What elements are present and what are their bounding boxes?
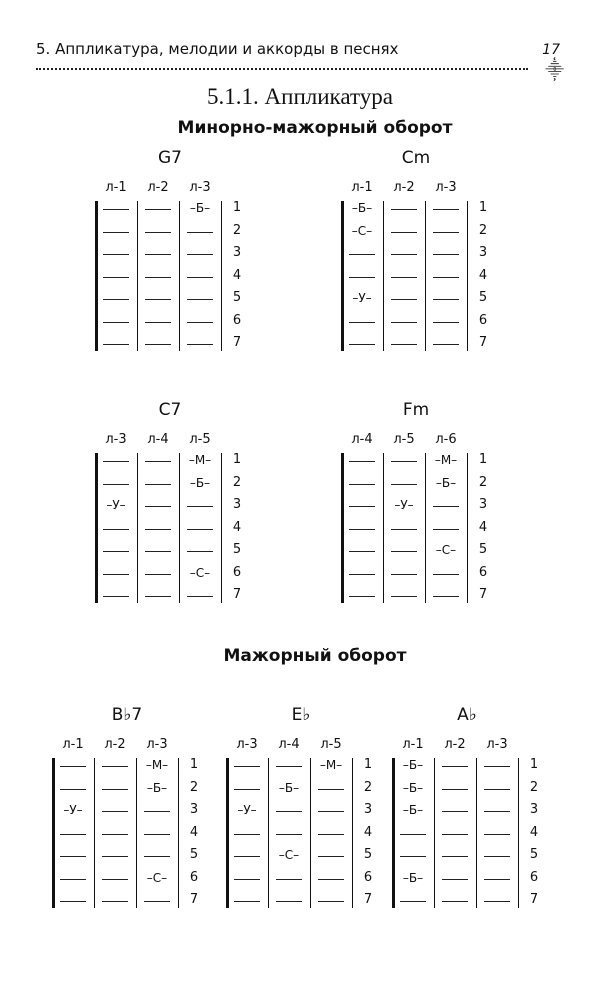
fret-dash	[429, 267, 463, 285]
fret-number: 4	[478, 267, 488, 283]
fret-number: 4	[478, 519, 488, 535]
fret-dash	[438, 869, 472, 887]
fret-number: 7	[478, 587, 488, 602]
string-line	[434, 758, 435, 908]
string-line	[52, 758, 55, 908]
fret-dash	[272, 869, 306, 887]
fret-dash	[183, 289, 217, 307]
finger-mark: –М–	[145, 758, 169, 772]
finger-mark: –У–	[63, 803, 83, 817]
fret-number: 1	[189, 757, 199, 772]
fret-dash	[230, 756, 264, 774]
string-line	[136, 758, 137, 908]
string-label: л-1	[351, 180, 373, 195]
fret-number: 3	[189, 802, 199, 817]
chord-name: E♭	[291, 705, 311, 725]
string-label: л-5	[189, 432, 211, 447]
string-line	[95, 453, 98, 603]
chord-diagram-eb	[226, 705, 386, 905]
fret-dash	[272, 801, 306, 819]
fret-dash	[396, 846, 430, 864]
fret-dash	[387, 564, 421, 582]
string-label: л-2	[393, 180, 415, 195]
fret-number: 4	[529, 824, 539, 840]
fret-dash	[387, 267, 421, 285]
fret-dash	[387, 519, 421, 537]
string-line	[467, 453, 468, 603]
fret-dash	[99, 564, 133, 582]
fret-number: 1	[232, 200, 242, 215]
string-line	[226, 758, 229, 908]
finger-mark: –С–	[351, 223, 373, 238]
fret-dash	[314, 869, 348, 887]
fret-dash	[141, 564, 175, 582]
string-line	[310, 758, 311, 908]
string-line	[518, 758, 519, 908]
fret-dash	[99, 334, 133, 352]
fret-number: 2	[232, 222, 242, 238]
chord-name: G7	[158, 148, 182, 168]
fret-dash	[183, 496, 217, 514]
running-title: 5. Аппликатура, мелодии и аккорды в песнях	[36, 40, 399, 58]
fret-number: 1	[232, 452, 242, 467]
fret-dash	[141, 451, 175, 469]
fret-dash	[387, 586, 421, 604]
fret-dash	[99, 312, 133, 330]
fret-dash	[56, 869, 90, 887]
fret-number: 3	[232, 497, 242, 512]
fret-number: 2	[529, 779, 539, 795]
fret-dash	[387, 289, 421, 307]
fret-dash	[230, 869, 264, 887]
fret-number: 7	[232, 335, 242, 350]
string-line	[341, 453, 344, 603]
fret-dash	[99, 289, 133, 307]
string-label: л-2	[147, 180, 169, 195]
group-title-major: Мажорный оборот	[223, 646, 407, 666]
fret-dash	[140, 891, 174, 909]
fret-dash	[99, 474, 133, 492]
fret-dash	[99, 451, 133, 469]
fret-dash	[230, 891, 264, 909]
fret-dash	[98, 846, 132, 864]
fret-dash	[99, 586, 133, 604]
page-header	[36, 40, 564, 81]
fret-dash	[272, 824, 306, 842]
string-label: л-6	[435, 432, 457, 447]
finger-mark: –Б–	[189, 475, 211, 490]
fret-dash	[438, 824, 472, 842]
fret-dash	[98, 869, 132, 887]
fret-dash	[387, 244, 421, 262]
finger-mark: –У–	[237, 803, 257, 817]
fret-dash	[98, 756, 132, 774]
fret-dash	[141, 334, 175, 352]
finger-mark: –Б–	[146, 780, 168, 795]
fret-dash	[98, 801, 132, 819]
fret-dash	[480, 779, 514, 797]
finger-mark: –Б–	[402, 758, 424, 772]
finger-mark: –Б–	[402, 870, 424, 885]
fret-dash	[387, 334, 421, 352]
fret-number: 2	[478, 222, 488, 238]
fret-dash	[345, 519, 379, 537]
fret-dash	[429, 289, 463, 307]
chord-diagram-g7	[95, 148, 255, 348]
finger-mark: –С–	[435, 543, 457, 557]
fret-dash	[56, 756, 90, 774]
fret-dash	[56, 891, 90, 909]
fret-number: 7	[232, 587, 242, 602]
fret-dash	[99, 199, 133, 217]
fret-dash	[99, 541, 133, 559]
finger-mark: –Б–	[278, 780, 300, 795]
fret-dash	[230, 824, 264, 842]
fret-dash	[345, 267, 379, 285]
fret-dash	[387, 541, 421, 559]
fret-number: 6	[529, 869, 539, 885]
chord-name: B♭7	[111, 705, 143, 725]
string-label: л-2	[444, 737, 466, 752]
fret-number: 1	[363, 757, 373, 772]
finger-mark: –У–	[394, 498, 414, 512]
string-line	[383, 201, 384, 351]
string-line	[341, 201, 344, 351]
fret-dash	[438, 891, 472, 909]
finger-mark: –С–	[278, 848, 300, 862]
fret-dash	[387, 451, 421, 469]
fret-number: 6	[232, 564, 242, 580]
fret-dash	[183, 312, 217, 330]
fret-dash	[345, 474, 379, 492]
finger-mark: –Б–	[435, 475, 457, 490]
fret-dash	[183, 222, 217, 240]
finger-mark: –Б–	[189, 201, 211, 215]
fret-number: 6	[232, 312, 242, 328]
fret-number: 6	[478, 564, 488, 580]
fret-dash	[230, 779, 264, 797]
fret-dash	[429, 199, 463, 217]
string-line	[137, 201, 138, 351]
fret-dash	[272, 756, 306, 774]
fret-dash	[140, 801, 174, 819]
finger-mark: –У–	[106, 498, 126, 512]
fret-dash	[314, 801, 348, 819]
chord-name: A♭	[457, 705, 477, 725]
fret-dash	[141, 312, 175, 330]
fret-dash	[480, 869, 514, 887]
fret-number: 3	[232, 245, 242, 260]
finger-mark: –У–	[352, 291, 372, 305]
finger-mark: –М–	[319, 758, 343, 772]
fret-dash	[141, 474, 175, 492]
fret-dash	[141, 496, 175, 514]
finger-mark: –Б–	[402, 803, 424, 817]
string-label: л-3	[236, 737, 258, 752]
fret-dash	[141, 222, 175, 240]
string-label: л-2	[104, 737, 126, 752]
fret-dash	[438, 846, 472, 864]
fret-number: 4	[363, 824, 373, 840]
fret-dash	[99, 267, 133, 285]
finger-mark: –М–	[188, 453, 212, 467]
fret-dash	[429, 564, 463, 582]
fret-dash	[183, 244, 217, 262]
string-line	[221, 453, 222, 603]
fret-dash	[141, 244, 175, 262]
string-label: л-3	[486, 737, 508, 752]
ornament-icon: ⸎	[545, 60, 564, 81]
string-line	[467, 201, 468, 351]
fret-number: 5	[232, 542, 242, 557]
fret-dash	[438, 756, 472, 774]
fret-dash	[98, 824, 132, 842]
fret-number: 7	[529, 892, 539, 907]
chord-diagram-cm	[341, 148, 501, 348]
fret-number: 4	[232, 267, 242, 283]
fret-dash	[140, 846, 174, 864]
string-label: л-4	[278, 737, 300, 752]
chord-diagram-ab	[392, 705, 552, 905]
fret-dash	[387, 474, 421, 492]
fret-dash	[141, 267, 175, 285]
fret-dash	[429, 312, 463, 330]
fret-dash	[99, 244, 133, 262]
fret-dash	[480, 824, 514, 842]
fret-number: 7	[189, 892, 199, 907]
fret-dash	[99, 519, 133, 537]
fret-dash	[56, 824, 90, 842]
string-label: л-4	[147, 432, 169, 447]
fret-dash	[345, 541, 379, 559]
fret-dash	[314, 824, 348, 842]
fret-dash	[438, 801, 472, 819]
fret-number: 7	[478, 335, 488, 350]
string-label: л-3	[189, 180, 211, 195]
fret-number: 5	[189, 847, 199, 862]
string-line	[383, 453, 384, 603]
finger-mark: –Б–	[351, 201, 373, 215]
fret-number: 5	[529, 847, 539, 862]
chord-diagram-fm	[341, 400, 501, 600]
fret-number: 1	[478, 200, 488, 215]
fret-dash	[98, 891, 132, 909]
chord-diagram-c7	[95, 400, 255, 600]
fret-dash	[429, 244, 463, 262]
fret-number: 6	[189, 869, 199, 885]
fret-number: 2	[232, 474, 242, 490]
fret-dash	[438, 779, 472, 797]
fret-number: 3	[529, 802, 539, 817]
fret-dash	[98, 779, 132, 797]
string-label: л-5	[393, 432, 415, 447]
finger-mark: –С–	[146, 870, 168, 885]
fret-dash	[345, 334, 379, 352]
chord-diagram-bb7	[52, 705, 212, 905]
fret-dash	[345, 586, 379, 604]
fret-number: 6	[363, 869, 373, 885]
fret-number: 1	[478, 452, 488, 467]
fret-dash	[141, 289, 175, 307]
fret-number: 4	[232, 519, 242, 535]
string-line	[425, 201, 426, 351]
string-label: л-3	[146, 737, 168, 752]
fret-number: 7	[363, 892, 373, 907]
fret-dash	[480, 801, 514, 819]
fret-dash	[141, 541, 175, 559]
string-label: л-3	[435, 180, 457, 195]
fret-dash	[345, 564, 379, 582]
fret-dash	[230, 846, 264, 864]
string-line	[178, 758, 179, 908]
fret-dash	[387, 222, 421, 240]
fret-dash	[387, 312, 421, 330]
fret-dash	[141, 199, 175, 217]
string-label: л-4	[351, 432, 373, 447]
fret-number: 6	[478, 312, 488, 328]
fret-dash	[56, 779, 90, 797]
fret-number: 5	[478, 542, 488, 557]
fret-number: 1	[529, 757, 539, 772]
fret-dash	[480, 756, 514, 774]
fret-dash	[429, 222, 463, 240]
fret-number: 2	[189, 779, 199, 795]
finger-mark: –М–	[434, 453, 458, 467]
fret-dash	[56, 846, 90, 864]
fret-number: 5	[478, 290, 488, 305]
fret-number: 5	[363, 847, 373, 862]
fret-dash	[141, 586, 175, 604]
string-label: л-5	[320, 737, 342, 752]
fret-dash	[272, 891, 306, 909]
fret-dash	[183, 267, 217, 285]
fret-dash	[314, 846, 348, 864]
fret-number: 5	[232, 290, 242, 305]
string-label: л-1	[105, 180, 127, 195]
chord-name: C7	[158, 400, 182, 420]
fret-dash	[183, 519, 217, 537]
fret-dash	[345, 496, 379, 514]
string-line	[392, 758, 395, 908]
string-label: л-1	[62, 737, 84, 752]
string-label: л-3	[105, 432, 127, 447]
string-line	[94, 758, 95, 908]
chord-name: Fm	[402, 400, 430, 420]
string-line	[268, 758, 269, 908]
fret-dash	[429, 586, 463, 604]
fret-dash	[183, 334, 217, 352]
fret-dash	[345, 451, 379, 469]
fret-dash	[396, 891, 430, 909]
string-label: л-1	[402, 737, 424, 752]
fret-dash	[141, 519, 175, 537]
string-line	[221, 201, 222, 351]
dotted-rule	[36, 68, 528, 70]
fret-dash	[480, 846, 514, 864]
fret-number: 3	[478, 245, 488, 260]
string-line	[476, 758, 477, 908]
fret-dash	[140, 824, 174, 842]
group-title-minor-major: Минорно-мажорный оборот	[177, 118, 453, 138]
fret-dash	[396, 824, 430, 842]
fret-dash	[314, 891, 348, 909]
fret-dash	[429, 334, 463, 352]
fret-dash	[99, 222, 133, 240]
fret-dash	[183, 586, 217, 604]
page-number: 17	[542, 42, 560, 58]
fret-dash	[429, 519, 463, 537]
chord-name: Cm	[401, 148, 431, 168]
fret-number: 2	[363, 779, 373, 795]
fret-dash	[387, 199, 421, 217]
string-line	[95, 201, 98, 351]
string-line	[179, 453, 180, 603]
string-line	[179, 201, 180, 351]
finger-mark: –Б–	[402, 780, 424, 795]
section-title: 5.1.1. Аппликатура	[207, 84, 393, 109]
fret-dash	[480, 891, 514, 909]
string-line	[137, 453, 138, 603]
finger-mark: –С–	[189, 565, 211, 580]
fret-number: 3	[363, 802, 373, 817]
string-line	[352, 758, 353, 908]
fret-dash	[183, 541, 217, 559]
fret-dash	[314, 779, 348, 797]
fret-number: 4	[189, 824, 199, 840]
fret-dash	[429, 496, 463, 514]
fret-dash	[345, 244, 379, 262]
fret-number: 2	[478, 474, 488, 490]
fret-dash	[345, 312, 379, 330]
string-line	[425, 453, 426, 603]
fret-number: 3	[478, 497, 488, 512]
